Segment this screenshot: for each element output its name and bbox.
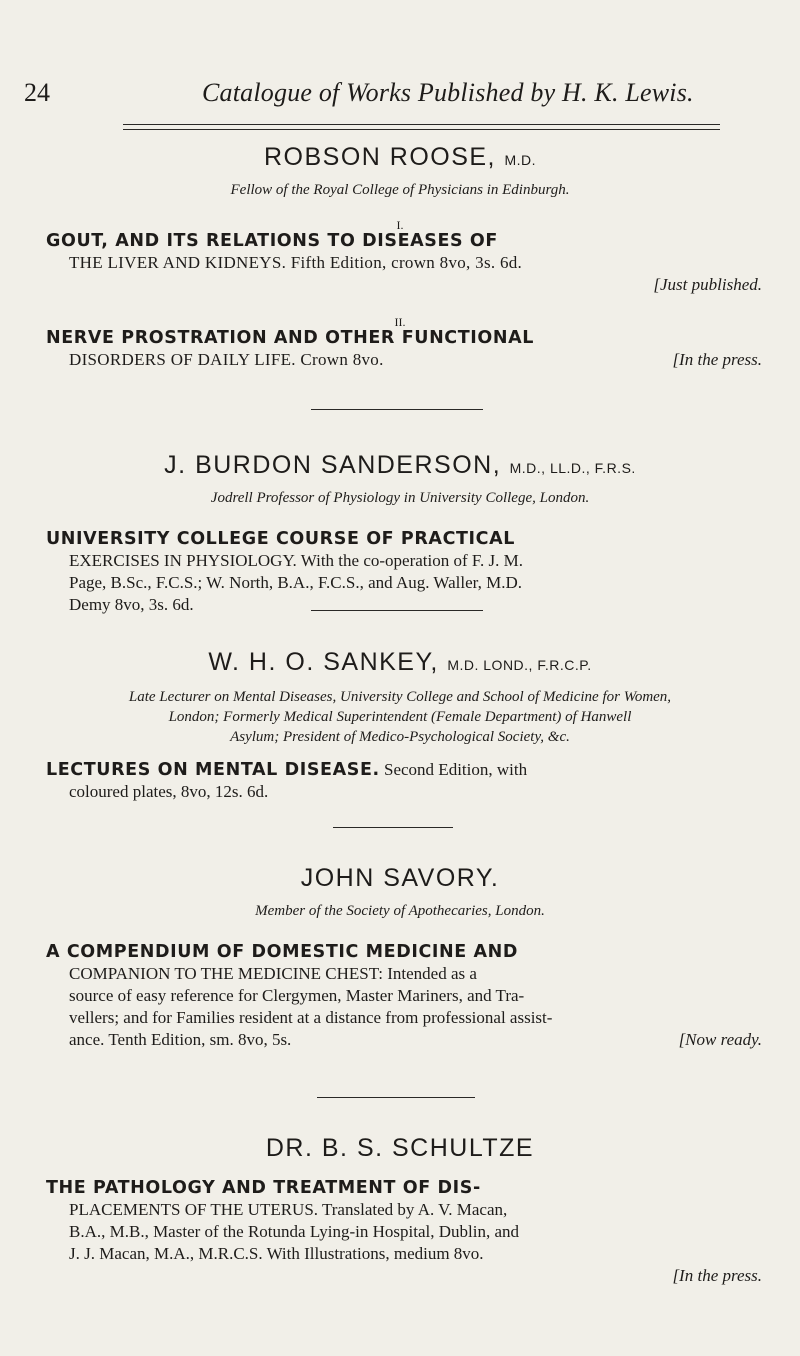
book-details-line: PLACEMENTS OF THE UTERUS. Translated by A. V. Macan, [69,1200,508,1219]
publication-status: [Now ready. [678,1030,762,1049]
book-details-text: ance. Tenth Edition, sm. 8vo, 5s. [69,1030,292,1049]
book-details-line: COMPANION TO THE MEDICINE CHEST: Intended as a [69,964,477,983]
section-divider [311,610,483,611]
book-details-line: Second Edition, with [384,760,528,779]
affiliation-line: Late Lecturer on Mental Diseases, University College and School of Medicine for Women, [128,689,672,705]
book-entry [46,941,762,1051]
book-details [46,963,762,1051]
book-entry [46,327,762,371]
book-entry [46,230,762,296]
book-title: A COMPENDIUM OF DOMESTIC MEDICINE AND [46,942,519,962]
header-double-rule [123,124,720,130]
book-title: NERVE PROSTRATION AND OTHER FUNCTIONAL [46,328,535,348]
book-title: GOUT, AND ITS RELATIONS TO DISEASES OF [46,231,498,251]
book-entry [46,528,762,616]
book-title: LECTURES ON MENTAL DISEASE. [46,760,380,780]
page-number: 24 [24,78,50,107]
publication-status: [In the press. [672,350,762,369]
book-details-line: coloured plates, 8vo, 12s. 6d. [69,782,269,801]
work-numeral: I. [396,218,404,232]
author-name: JOHN SAVORY. [300,864,500,892]
book-details: DISORDERS OF DAILY LIFE. Crown 8vo. [69,350,384,369]
author-heading [0,1134,800,1163]
author-affiliation: Fellow of the Royal College of Physicians in Edinburgh. [230,182,570,198]
author-affiliation: Jodrell Professor of Physiology in University College, London. [210,490,590,506]
section-divider [317,1097,475,1098]
author-affiliation: Member of the Society of Apothecaries, London. [255,903,545,919]
book-details-line: source of easy reference for Clergymen, Master Mariners, and Tra- [69,986,525,1005]
book-details [46,550,762,616]
book-details-line: B.A., M.B., Master of the Rotunda Lying-in Hospital, Dublin, and [69,1222,519,1241]
author-heading [0,648,800,677]
author-degrees: M.D. [504,152,537,168]
author-name: ROBSON ROOSE, [263,143,497,171]
author-heading [0,864,800,893]
author-name: W. H. O. SANKEY, [208,648,439,676]
affiliation-line: London; Formerly Medical Superintendent (Female Department) of Hanwell [168,709,632,725]
book-title: UNIVERSITY COLLEGE COURSE OF PRACTICAL [46,529,515,549]
book-details-line: EXERCISES IN PHYSIOLOGY. With the co-operation of F. J. M. [69,551,523,570]
book-title: THE PATHOLOGY AND TREATMENT OF DIS- [46,1178,481,1198]
author-heading [0,451,800,480]
book-details-line: vellers; and for Families resident at a distance from professional assist- [69,1008,553,1027]
section-divider [333,827,453,828]
book-details-line: J. J. Macan, M.A., M.R.C.S. With Illustrations, medium 8vo. [69,1244,484,1263]
author-heading [0,143,800,172]
page-header [24,78,744,118]
book-details [46,1199,762,1265]
book-entry [46,1177,762,1287]
section-divider [311,409,483,410]
running-title: Catalogue of Works Published by H. K. Lewis. [202,78,694,107]
author-name: DR. B. S. SCHULTZE [265,1134,535,1162]
book-details: THE LIVER AND KIDNEYS. Fifth Edition, crown 8vo, 3s. 6d. [69,253,523,272]
publication-status: [Just published. [653,275,762,294]
book-details-line: Demy 8vo, 3s. 6d. [69,595,194,614]
author-degrees: M.D. LOND., F.R.C.P. [447,657,592,673]
book-details-line: Page, B.Sc., F.C.S.; W. North, B.A., F.C.S., and Aug. Waller, M.D. [69,573,523,592]
book-details-line [69,1029,762,1051]
affiliation-line: Asylum; President of Medico-Psychological Society, &c. [230,729,570,745]
book-details-line [46,349,762,371]
book-entry [46,759,762,803]
publication-status: [In the press. [672,1266,762,1285]
author-name: J. BURDON SANDERSON, [164,451,502,479]
work-numeral: II. [394,315,406,329]
author-degrees: M.D., LL.D., F.R.S. [509,460,636,476]
author-affiliation [0,687,800,747]
